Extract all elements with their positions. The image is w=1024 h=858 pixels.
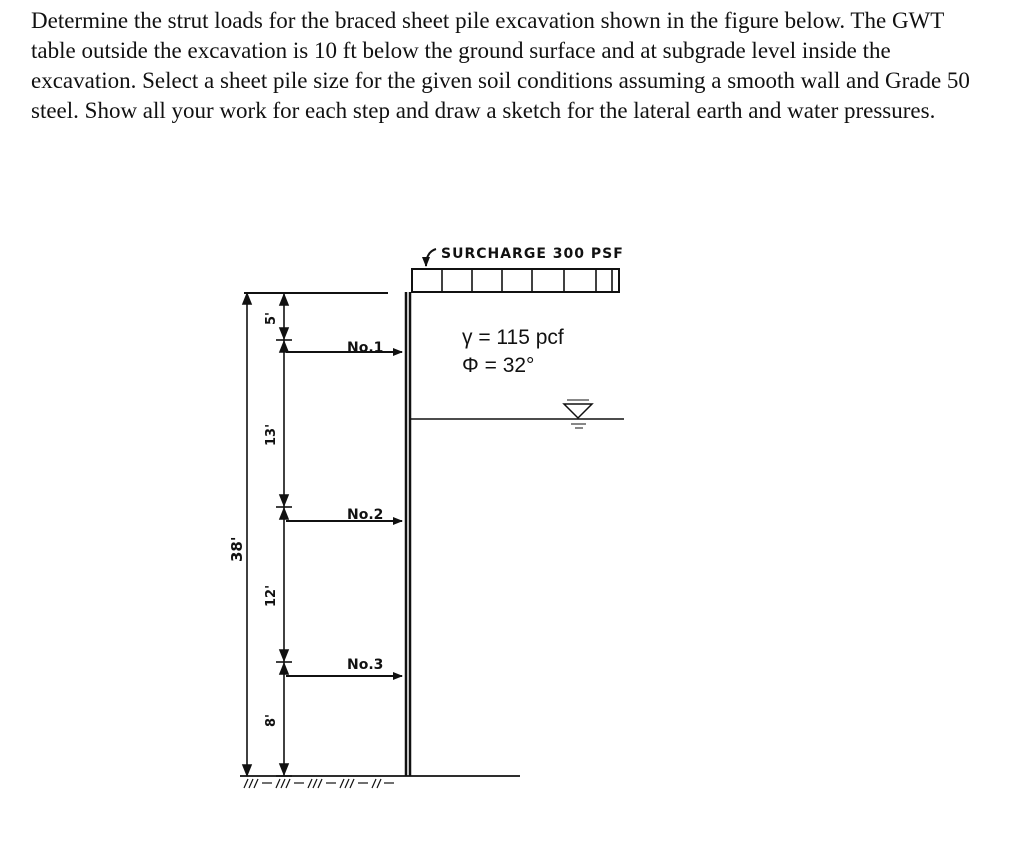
excavation-subgrade — [240, 776, 520, 788]
dimension-8ft: 8' — [264, 713, 279, 727]
strut-1-label: No.1 — [347, 340, 384, 356]
dimension-13ft: 13' — [264, 423, 279, 446]
sheet-pile-wall — [406, 292, 410, 776]
total-dimension-line — [243, 293, 251, 776]
problem-statement: Determine the strut loads for the braced sheet pile excavation shown in the figure below. The GWT table outside the excavation is 10 ft below the ground surface and at subgrade level inside the excavation. Select a sheet pile size for the given soil conditions assuming a smooth wall and Grade 50 steel. Show all your work for each step and draw a sketch for the lateral earth and water pressures. — [31, 8, 970, 123]
dimension-5ft: 5' — [264, 311, 279, 325]
segment-dimension-line — [276, 293, 292, 776]
dimension-12ft: 12' — [264, 584, 279, 607]
strut-3-label: No.3 — [347, 657, 384, 673]
surcharge-leader-arrow — [426, 249, 436, 266]
unit-weight-label: γ = 115 pcf — [462, 326, 564, 349]
dimension-38ft: 38' — [228, 536, 246, 562]
strut-2-label: No.2 — [347, 507, 384, 523]
friction-angle-label: Φ = 32° — [462, 354, 535, 377]
surcharge-label: SURCHARGE 300 PSF — [441, 246, 624, 262]
water-table — [410, 400, 624, 428]
surcharge-load — [412, 269, 619, 292]
